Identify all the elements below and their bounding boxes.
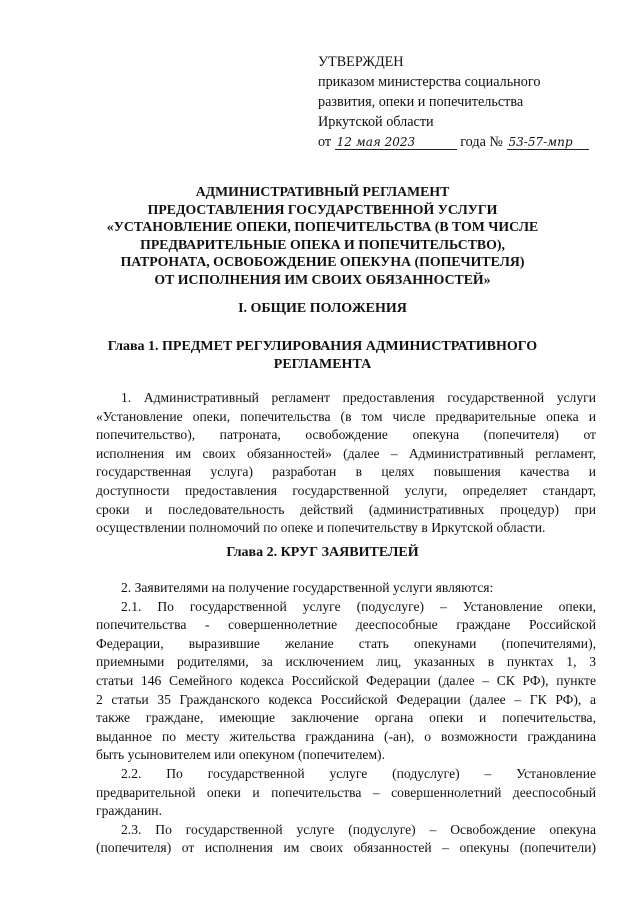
document-title <box>60 183 585 288</box>
paragraph-line: 2.3. По государственной услуге (подуслуге) – Освобождение опекуна <box>121 821 596 837</box>
approval-block <box>318 52 618 152</box>
paragraph-line: «Установление опеки, попечительства (в том числе предварительные опека и <box>96 408 596 424</box>
title-line: ПАТРОНАТА, ОСВОБОЖДЕНИЕ ОПЕКУНА (ПОПЕЧИТЕЛЯ) <box>120 254 525 269</box>
handwritten-date: 12 мая 2023 <box>335 135 457 150</box>
paragraph-line: выданное по месту жительства гражданина (-ан), о возможности гражданина <box>96 728 596 744</box>
paragraph-2 <box>96 579 596 858</box>
paragraph-line: сроки и последовательность действий (административных процедур) при <box>96 501 596 517</box>
title-line: «УСТАНОВЛЕНИЕ ОПЕКИ, ПОПЕЧИТЕЛЬСТВА (В ТОМ ЧИСЛЕ <box>106 219 539 234</box>
paragraph-1 <box>96 389 596 538</box>
paragraph-line: 2.2. По государственной услуге (подуслуге) – Установление <box>121 765 596 781</box>
paragraph-line: также граждане, имеющие заключение органа опеки и попечительства, <box>96 710 596 726</box>
title-line: ПРЕДВАРИТЕЛЬНЫЕ ОПЕКА И ПОПЕЧИТЕЛЬСТВО), <box>140 236 505 252</box>
chapter-1-heading-line: РЕГЛАМЕНТА <box>273 357 372 372</box>
paragraph-line: 2.1. По государственной услуге (подуслуге) – Установление опеки, <box>121 598 596 614</box>
title-line: ОТ ИСПОЛНЕНИЯ ИМ СВОИХ ОБЯЗАННОСТЕЙ» <box>154 271 491 287</box>
chapter-1-heading-line: Глава 1. ПРЕДМЕТ РЕГУЛИРОВАНИЯ АДМИНИСТРАТИВНОГО <box>107 339 538 354</box>
approval-line-1: приказом министерства социального <box>318 74 541 90</box>
title-line: АДМИНИСТРАТИВНЫЙ РЕГЛАМЕНТ <box>195 184 450 199</box>
paragraph-line: 2 статьи 35 Гражданского кодекса Российской Федерации (далее – ГК РФ), а <box>96 691 596 707</box>
paragraph-line: доступности предоставления государственной услуги, определяет стандарт, <box>96 482 596 498</box>
paragraph-line: исполнения им своих обязанностей» (далее – Административный регламент, <box>96 445 596 461</box>
paragraph-line: попечительство), патроната, освобождение опекуна (попечителя) от <box>96 427 596 443</box>
chapter-2-heading: Глава 2. КРУГ ЗАЯВИТЕЛЕЙ <box>226 545 419 560</box>
paragraph-line: государственная услуга) разработан в целях повышения качества и <box>96 464 596 480</box>
chapter-1-heading <box>60 338 585 374</box>
paragraph-line: осуществлении полномочий по опеке и попечительству в Иркутской области. <box>96 520 546 536</box>
paragraph-line: 2. Заявителями на получение государственной услуги являются: <box>121 580 494 595</box>
handwritten-number: 53-57-мпр <box>507 135 589 150</box>
paragraph-line: быть усыновителем или опекуном (попечителем). <box>96 747 385 763</box>
paragraph-line: гражданин. <box>96 803 162 819</box>
paragraph-line: (попечителя) от исполнения им своих обязанностей – опекуны (попечители) <box>96 840 596 856</box>
date-prefix: от <box>318 134 332 150</box>
approval-heading: УТВЕРЖДЕН <box>318 54 404 70</box>
approval-line-3: Иркутской области <box>318 114 434 130</box>
approval-date-line <box>318 132 618 152</box>
paragraph-line: статьи 146 Семейного кодекса Российской Федерации (далее – СК РФ), пункте <box>96 672 596 688</box>
paragraph-line: попечительства - совершеннолетние дееспособные граждане Российской <box>96 617 596 633</box>
paragraph-line: Федерации, выразившие желание стать опекунами (попечителями), <box>96 635 596 651</box>
number-prefix: года № <box>460 134 503 150</box>
approval-line-2: развития, опеки и попечительства <box>318 94 524 110</box>
paragraph-line: предварительной опеки и попечительства – совершеннолетний дееспособный <box>96 784 596 800</box>
paragraph-line: 1. Административный регламент предоставления государственной услуги <box>121 390 596 405</box>
section-heading: I. ОБЩИЕ ПОЛОЖЕНИЯ <box>238 301 407 316</box>
title-line: ПРЕДОСТАВЛЕНИЯ ГОСУДАРСТВЕННОЙ УСЛУГИ <box>147 201 498 217</box>
paragraph-line: приемными родителями, за исключением лиц, указанных в пунктах 1, 3 <box>96 654 596 670</box>
